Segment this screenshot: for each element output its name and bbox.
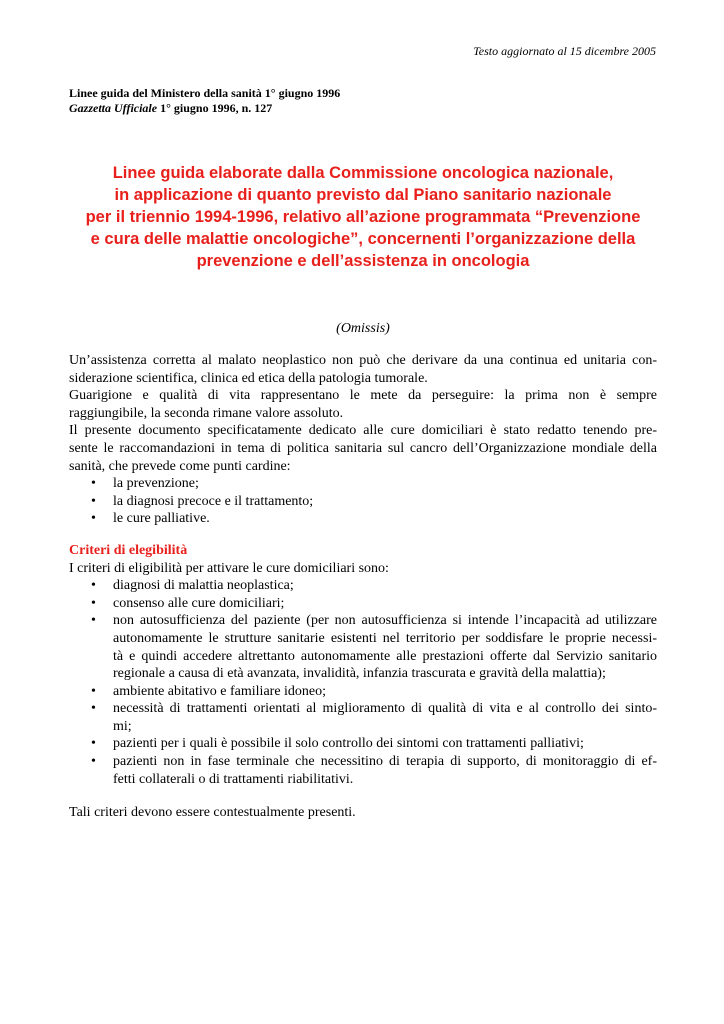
- text-line: Guarigione e qualità di vita rappresentano le mete da perseguire: la prima non è sempre: [69, 388, 657, 404]
- list-item: • la diagnosi precoce e il trattamento;: [91, 493, 314, 509]
- criteria-intro: I criteri di eligibilità per attivare le cure domiciliari sono:: [69, 560, 389, 576]
- source-reference: [69, 86, 340, 116]
- bullet-icon: •: [91, 493, 96, 509]
- text-line: Il presente documento specificatamente dedicato alle cure domiciliari è stato redatto tenendo pre-: [69, 423, 657, 439]
- gazzetta-date: 1° giugno 1996, n. 127: [157, 101, 273, 115]
- closing-statement: Tali criteri devono essere contestualmente presenti.: [69, 805, 356, 821]
- bullet-icon: •: [91, 701, 96, 717]
- document-title: [69, 162, 657, 272]
- title-line: prevenzione e dell’assistenza in oncologia: [196, 252, 530, 270]
- title-line: e cura delle malattie oncologiche”, concernenti l’organizzazione della: [90, 230, 636, 248]
- bullet-icon: •: [91, 578, 96, 594]
- key-points-list: [69, 475, 657, 528]
- text-line: siderazione scientifica, clinica ed etica della patologia tumorale.: [69, 370, 428, 386]
- list-item: • necessità di trattamenti orientati al miglioramento di qualità di vita e al controllo dei sinto- mi;: [91, 701, 657, 734]
- source-line-gazzetta: [69, 101, 340, 116]
- gazzetta-name: Gazzetta Ufficiale: [69, 101, 158, 115]
- intro-paragraph-2: [69, 387, 657, 422]
- criteria-list: [69, 577, 657, 788]
- list-item: • le cure palliative.: [91, 511, 210, 527]
- list-item: • non autosufficienza del paziente (per non autosufficienza si intende l’incapacità ad utilizzare autonomamente le strutture sanitarie esistenti nel territorio per soddisfare le proprie necessi- tà e quindi accedere altrettanto autonomamente alle prestazioni offerte dal Servizio sanitario regionale a causa di età avanzata, invalidità, infanzia trascurata e gravità della malattia);: [91, 613, 657, 682]
- list-item: • pazienti non in fase terminale che necessitino di terapia di supporto, di monitoraggio di ef- fetti collaterali o di trattamenti riabilitativi.: [91, 754, 657, 787]
- document-body: [69, 352, 657, 822]
- list-item: • consenso alle cure domiciliari;: [91, 595, 285, 611]
- title-line: in applicazione di quanto previsto dal Piano sanitario nazionale: [114, 186, 612, 204]
- bullet-icon: •: [91, 476, 96, 492]
- text-line: raggiungibile, la seconda rimane valore assoluto.: [69, 405, 344, 421]
- title-line: Linee guida elaborate dalla Commissione oncologica nazionale,: [112, 164, 614, 182]
- list-item: • ambiente abitativo e familiare idoneo;: [91, 683, 327, 699]
- list-item: • pazienti per i quali è possibile il solo controllo dei sintomi con trattamenti palliativi;: [91, 736, 584, 752]
- title-line: per il triennio 1994-1996, relativo all’azione programmata “Prevenzione: [85, 208, 641, 226]
- bullet-icon: •: [91, 595, 96, 611]
- text-line: Un’assistenza corretta al malato neoplastico non può che derivare da una continua ed unitaria con-: [69, 353, 657, 368]
- update-note: Testo aggiornato al 15 dicembre 2005: [473, 44, 656, 58]
- bullet-icon: •: [91, 736, 96, 752]
- list-item: • la prevenzione;: [91, 476, 199, 492]
- source-line-ministry: Linee guida del Ministero della sanità 1° giugno 1996: [69, 86, 341, 100]
- list-item: • diagnosi di malattia neoplastica;: [91, 578, 294, 594]
- bullet-icon: •: [91, 511, 96, 527]
- omissis-marker: (Omissis): [336, 321, 390, 336]
- bullet-icon: •: [91, 613, 96, 629]
- section-heading: Criteri di elegibilità: [69, 542, 188, 558]
- bullet-icon: •: [91, 683, 96, 699]
- intro-paragraph-3: [69, 422, 657, 475]
- bullet-icon: •: [91, 754, 96, 770]
- text-line: sanità, che prevede come punti cardine:: [69, 458, 291, 474]
- text-line: sente le raccomandazioni in tema di politica sanitaria sul cancro dell’Organizzazione mondiale della: [69, 440, 657, 456]
- intro-paragraph-1: [69, 352, 657, 387]
